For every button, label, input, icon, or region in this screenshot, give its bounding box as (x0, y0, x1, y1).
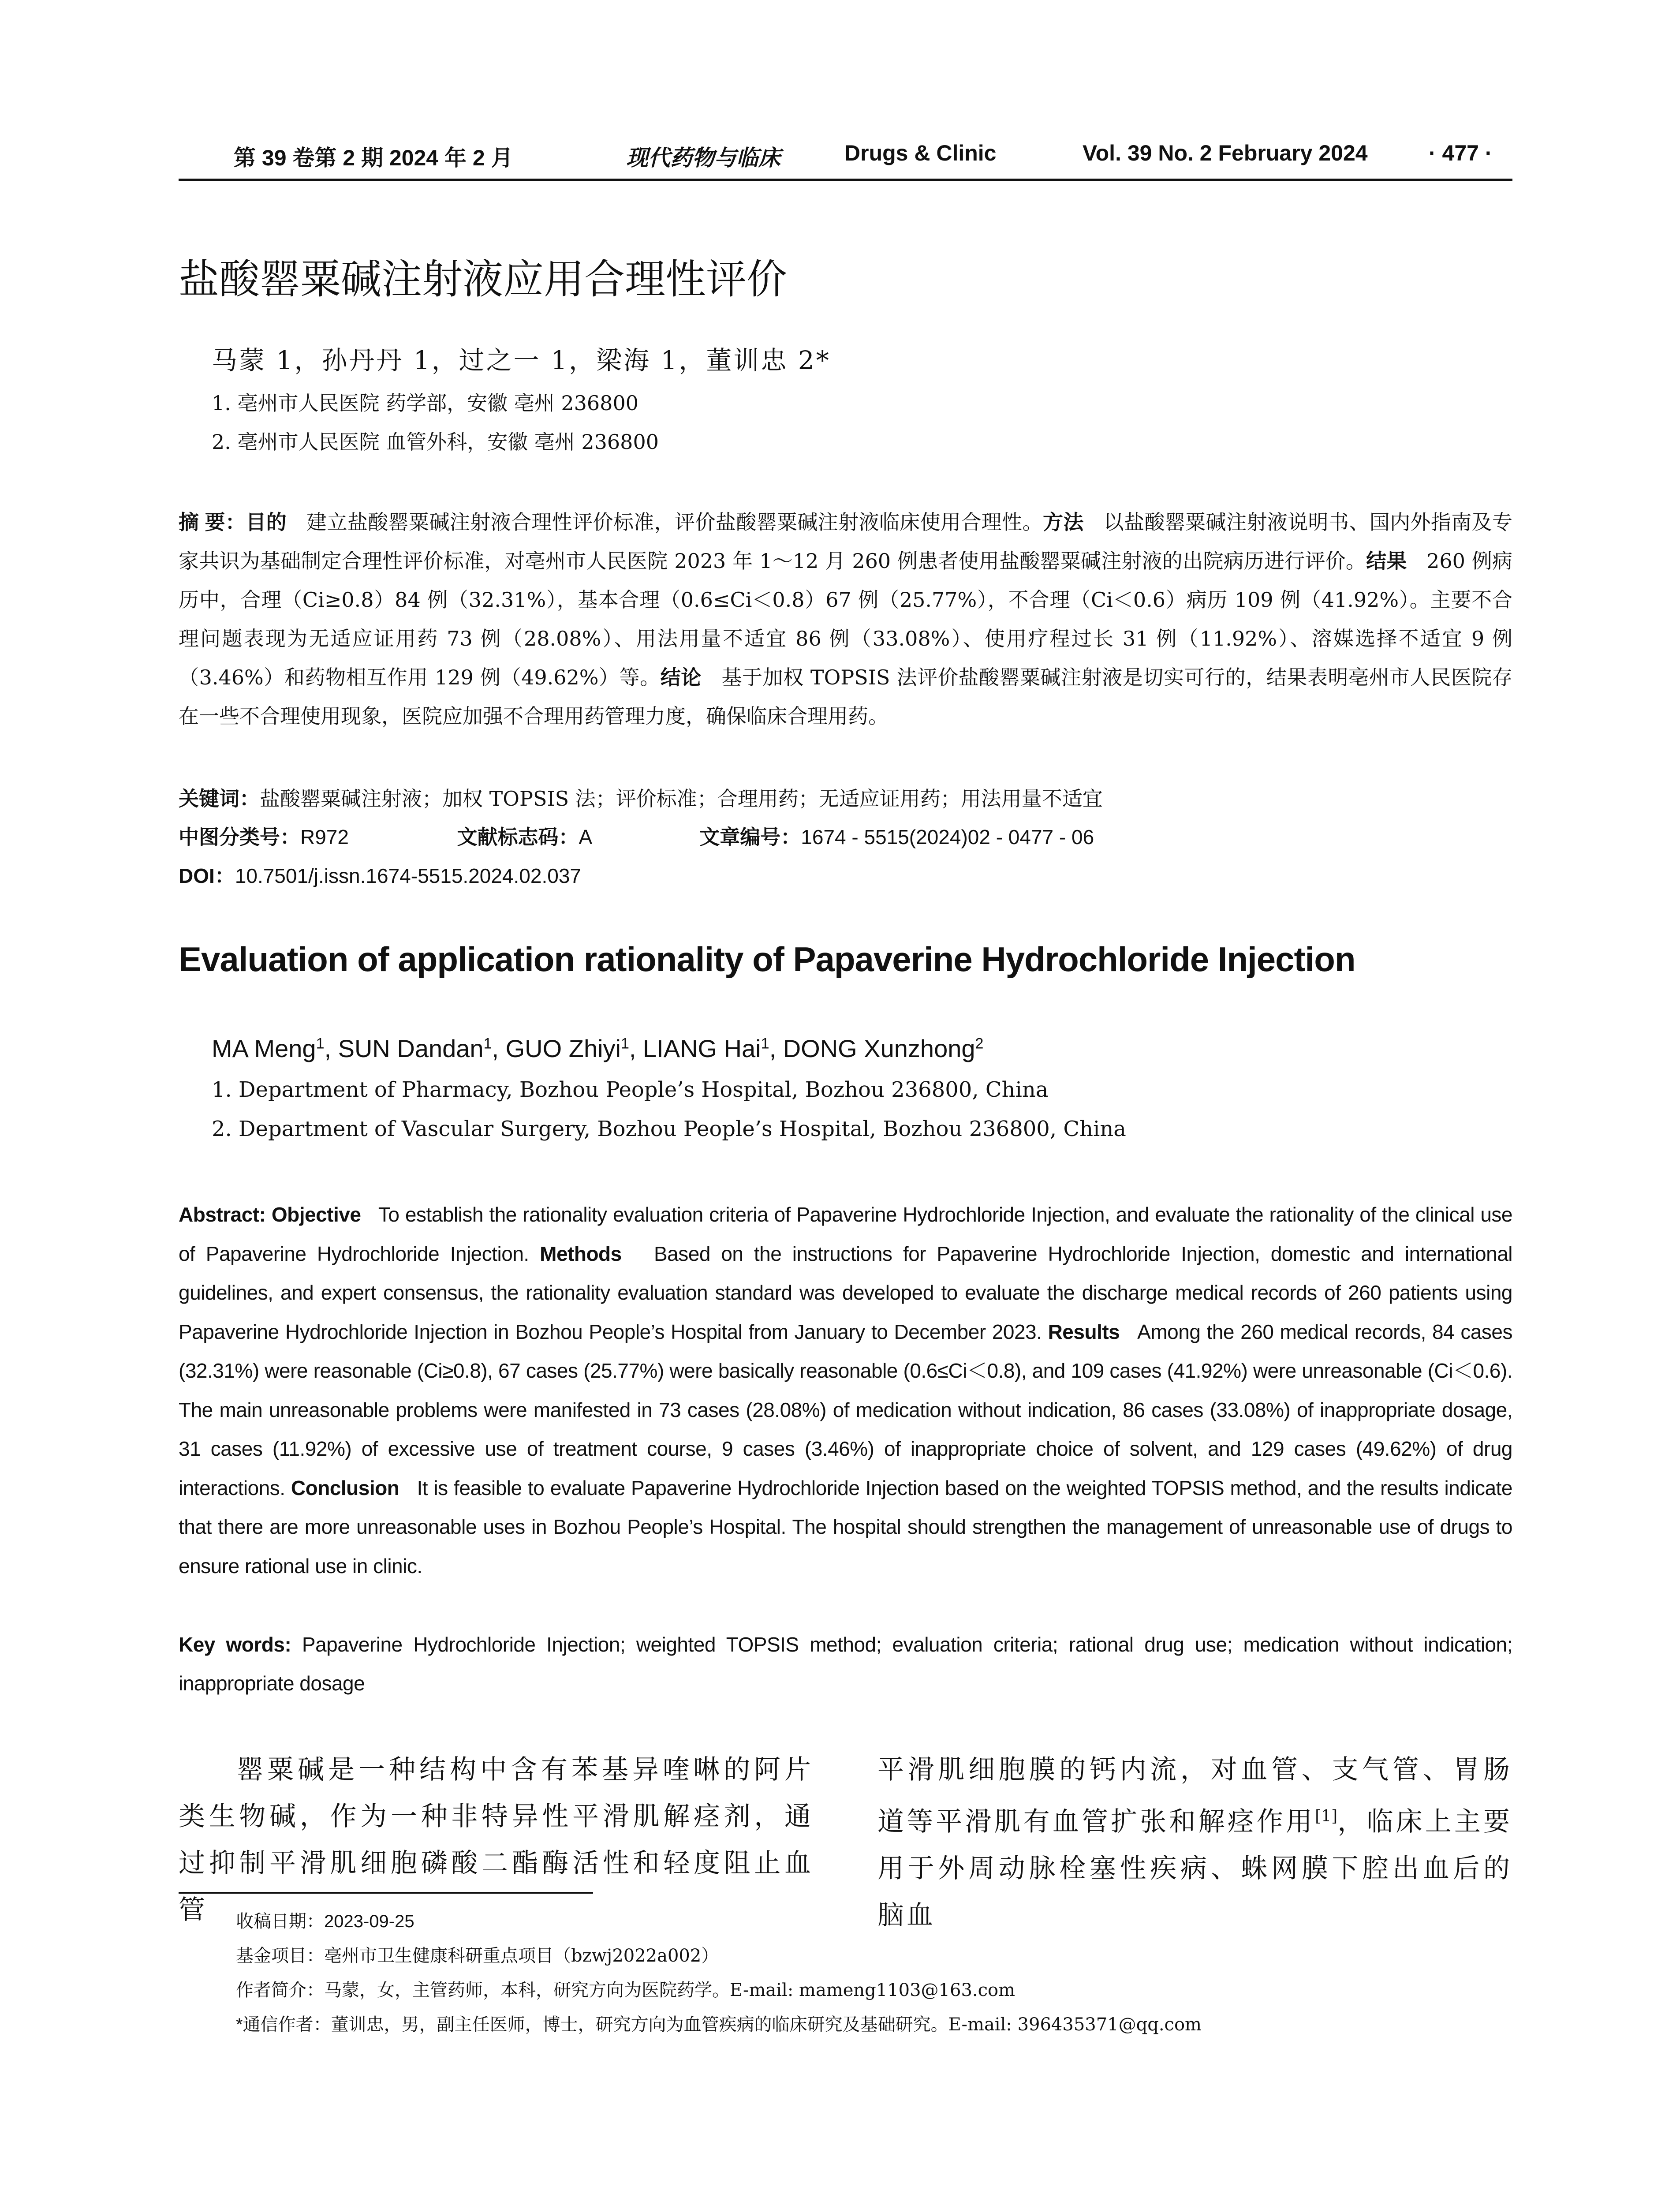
doi-label: DOI： (179, 864, 235, 887)
cn-classification-line (179, 821, 1094, 850)
doi-value: 10.7501/j.issn.1674-5515.2024.02.037 (235, 864, 581, 887)
cn-methods: 以盐酸罂粟碱注射液说明书、国内外指南及专家共识为基础制定合理性评价标准，对亳州市人民医院 2023 年 1～12 月 260 例患者使用盐酸罂粟碱注射液的出院病历进行评价。 (179, 510, 1513, 573)
en-objective-label: Objective (271, 1203, 361, 1226)
header-journal-cn: 现代药物与临床 (626, 145, 780, 171)
en-objective: To establish the rationality evaluation criteria of Papaverine Hydrochloride Injection, and evaluate the rationality of the clinical use of Papaverine Hydrochloride Injection. (179, 1203, 1513, 1265)
cn-abstract (179, 503, 1512, 736)
citation-ref-1: [1] (1315, 1807, 1338, 1825)
body-column-left (179, 1746, 814, 1933)
en-keywords: Papaverine Hydrochloride Injection; weighted TOPSIS method; evaluation criteria; rational drug use; medication without indication; inappropriate dosage (179, 1633, 1512, 1695)
cn-title: 盐酸罂粟碱注射液应用合理性评价 (179, 256, 788, 303)
body-paragraph-1: 罂粟碱是一种结构中含有苯基异喹啉的阿片类生物碱，作为一种非特异性平滑肌解痉剂，通过抑制平滑肌细胞磷酸二酯酶活性和轻度阻止血管 (179, 1754, 814, 1925)
header-page-number: · 477 · (1429, 141, 1493, 165)
footnote-received: 收稿日期：2023-09-25 (236, 1912, 414, 1931)
cn-keywords-label: 关键词： (179, 787, 260, 810)
en-author-1: MA Meng (212, 1035, 316, 1062)
en-affiliation-1: 1. Department of Pharmacy, Bozhou People’s Hospital, Bozhou 236800, China (212, 1077, 1049, 1102)
cn-keywords: 盐酸罂粟碱注射液；加权 TOPSIS 法；评价标准；合理用药；无适应证用药；用法用量不适宜 (260, 787, 1103, 811)
en-author-2: SUN Dandan (338, 1035, 484, 1062)
en-affiliation-2: 2. Department of Vascular Surgery, Bozhou People’s Hospital, Bozhou 236800, China (212, 1117, 1126, 1141)
en-author-5: DONG Xunzhong (783, 1035, 975, 1062)
en-methods-label: Methods (540, 1242, 622, 1265)
body-column-right (877, 1746, 1512, 1939)
cn-conclusion-label: 结论 (660, 666, 702, 689)
cn-doc-code: A (579, 826, 591, 848)
en-abstract-label: Abstract: (179, 1203, 266, 1226)
cn-results: 260 例病历中，合理（Ci≥0.8）84 例（32.31%），基本合理（0.6≤Ci＜0.8）67 例（25.77%），不合理（Ci＜0.6）病历 109 例（41.92%）。主要不合理问题表现为无适应证用药 73 例（28.08%）、用法用量不适宜 86 例（33.08%）、使用疗程过长 31 例（11.92%）、溶媒选择不适宜 9 例（3.46%）和药物相互作用 129 例（49.62%）等。 (179, 549, 1513, 689)
footnote-funding: 基金项目：亳州市卫生健康科研重点项目（bzwj2022a002） (236, 1946, 719, 1966)
cn-methods-label: 方法 (1042, 511, 1084, 534)
cn-article-no: 1674 - 5515(2024)02 - 0477 - 06 (801, 826, 1094, 848)
en-author-4: LIANG Hai (643, 1035, 761, 1062)
footnote-rule (179, 1892, 593, 1894)
footnote-author-bio: 作者简介：马蒙，女，主管药师，本科，研究方向为医院药学。E-mail: mameng1103@163.com (236, 1980, 1015, 2000)
cn-affiliation-2: 2. 亳州市人民医院 血管外科，安徽 亳州 236800 (212, 430, 659, 454)
header-rule (179, 179, 1512, 181)
cn-objective: 建立盐酸罂粟碱注射液合理性评价标准，评价盐酸罂粟碱注射液临床使用合理性。 (306, 510, 1043, 534)
en-results: Among the 260 medical records, 84 cases (32.31%) were reasonable (Ci≥0.8), 67 cases (25.77%) were basically reasonable (0.6≤Ci＜0.8), and 109 cases (41.92%) were unreasonable (Ci＜0.6). The main unreasonable problems were manifested in 73 cases (28.08%) of medication without indication, 86 cases (33.08%) of inappropriate dosage, 31 cases (11.92%) of excessive use of treatment course, 9 cases (3.46%) of inappropriate choice of solvent, and 129 cases (49.62%) of drug interactions. (179, 1320, 1512, 1499)
header-issue-en: Vol. 39 No. 2 February 2024 (1083, 141, 1368, 165)
footnote-corresponding-author: *通信作者：董训忠，男，副主任医师，博士，研究方向为血管疾病的临床研究及基础研究。E-mail: 396435371@qq.com (236, 2014, 1202, 2035)
en-keywords-label: Key words: (179, 1633, 291, 1656)
cn-clc: R972 (300, 826, 349, 848)
cn-affiliation-1: 1. 亳州市人民医院 药学部，安徽 亳州 236800 (212, 391, 638, 415)
header-issue-cn: 第 39 卷第 2 期 2024 年 2 月 (234, 146, 513, 170)
cn-results-label: 结果 (1366, 549, 1407, 572)
en-author-3: GUO Zhiyi (505, 1035, 621, 1062)
en-conclusion: It is feasible to evaluate Papaverine Hydrochloride Injection based on the weighted TOPSIS method, and the results indicate that there are more unreasonable uses in Bozhou People’s Hospital. The hospital should strengthen the management of unreasonable use of drugs to ensure rational use in clinic. (179, 1476, 1513, 1577)
en-results-label: Results (1048, 1320, 1120, 1343)
cn-authors: 马蒙 1，孙丹丹 1，过之一 1，梁海 1，董训忠 2* (212, 345, 831, 375)
cn-abstract-label: 摘 要： (179, 511, 246, 534)
cn-clc-label: 中图分类号： (179, 826, 300, 848)
en-keywords-block (179, 1625, 1512, 1703)
en-methods: Based on the instructions for Papaverine Hydrochloride Injection, domestic and international guidelines, and expert consensus, the rationality evaluation standard was developed to evaluate the discharge medical records of 260 patients using Papaverine Hydrochloride Injection in Bozhou People’s Hospital from January to December 2023. (179, 1242, 1513, 1343)
en-authors: MA Meng$^1$, SUN Dandan$^1$, GUO Zhiyi$^1$, LIANG Hai$^1$, DONG Xunzhong$^2$ (212, 1035, 984, 1062)
cn-doc-code-label: 文献标志码： (457, 826, 579, 848)
cn-conclusion: 基于加权 TOPSIS 法评价盐酸罂粟碱注射液是切实可行的，结果表明亳州市人民医院存在一些不合理使用现象，医院应加强不合理用药管理力度，确保临床合理用药。 (179, 665, 1513, 728)
cn-doi-line (179, 860, 581, 889)
en-abstract (179, 1195, 1512, 1585)
cn-article-no-label: 文章编号： (699, 826, 801, 848)
header-journal-en: Drugs & Clinic (844, 141, 997, 165)
en-title: Evaluation of application rationality of Papaverine Hydrochloride Injection (179, 940, 1355, 979)
body-paragraph-2: 平滑肌细胞膜的钙内流，对血管、支气管、胃肠道等平滑肌有血管扩张和解痉作用[1]，临床上主要用于外周动脉栓塞性疾病、蛛网膜下腔出血后的脑血 (877, 1754, 1513, 1931)
en-conclusion-label: Conclusion (291, 1476, 399, 1499)
cn-objective-label: 目的 (246, 511, 287, 534)
cn-keywords-line (179, 783, 1103, 812)
